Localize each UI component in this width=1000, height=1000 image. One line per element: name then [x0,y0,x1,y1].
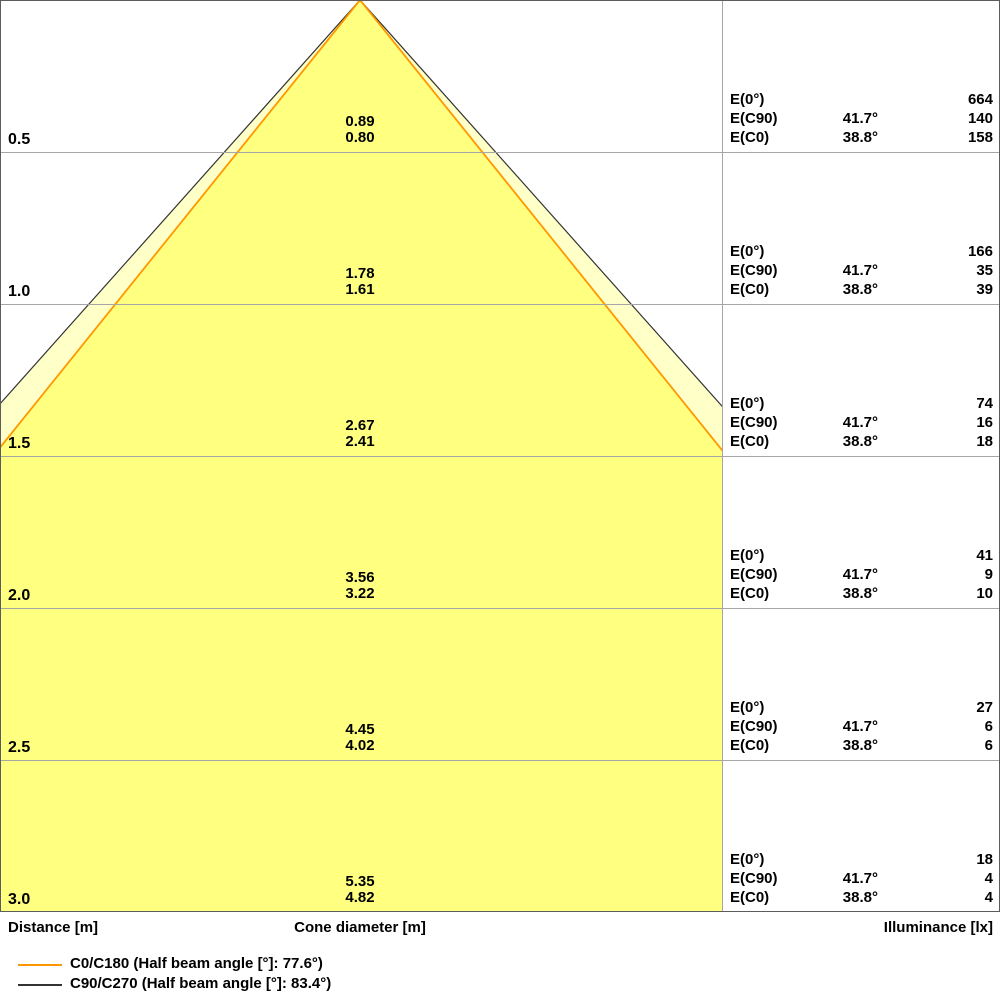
cone-diameter-c0: 1.61 [345,281,375,298]
illuminance-table-row [730,698,993,755]
beam-half-angle: 38.8° [842,129,878,146]
e-label: E(C90) [730,262,778,279]
e-label: E(0°) [730,851,765,868]
illuminance-value: 4 [984,889,993,906]
distance-tick: 3.0 [8,891,31,908]
beam-half-angle: 38.8° [842,889,878,906]
cone-diameter-c90: 1.78 [345,265,375,282]
illuminance-value: 18 [976,851,993,868]
illuminance-axis-label: Illuminance [lx] [883,919,993,936]
c0-c180-legend-label: C0/C180 (Half beam angle [°]: 77.6°) [70,955,323,972]
c90-c270-legend-line [18,984,62,986]
e-label: E(C0) [730,889,770,906]
cone-diameter-c0: 2.41 [345,433,375,450]
illuminance-value: 35 [976,262,993,279]
c90-c270-legend-label: C90/C270 (Half beam angle [°]: 83.4°) [70,975,332,992]
illuminance-table-row [730,394,993,451]
illuminance-value: 664 [967,91,993,108]
illuminance-table-row [730,90,993,147]
e-label: E(0°) [730,699,765,716]
cone-diameter-values [345,874,374,906]
cone-diameter-c90: 5.35 [345,873,375,890]
illuminance-value: 6 [984,718,993,735]
beam-half-angle: 41.7° [842,262,878,279]
beam-half-angle: 41.7° [842,414,878,431]
illuminance-value: 41 [976,547,993,564]
gridline-2-5m [0,760,1000,761]
cone-diameter-values [345,266,374,298]
cone-diameter-c90: 2.67 [345,417,375,434]
cone-diameter-c90: 4.45 [345,721,375,738]
distance-tick: 2.0 [8,587,31,604]
table-divider-line [722,0,723,912]
e-label: E(0°) [730,91,765,108]
gridline-1-0m [0,304,1000,305]
cone-diameter-values [345,570,374,602]
cone-diameter-c0: 4.82 [345,889,375,906]
illuminance-value: 6 [984,737,993,754]
beam-half-angle: 41.7° [842,870,878,887]
cone-diameter-values [345,418,374,450]
e-label: E(C0) [730,737,770,754]
illuminance-value: 166 [967,243,993,260]
e-label: E(C0) [730,129,770,146]
e-label: E(C90) [730,110,778,127]
illuminance-value: 10 [976,585,993,602]
e-label: E(C90) [730,414,778,431]
e-label: E(C90) [730,870,778,887]
e-label: E(0°) [730,547,765,564]
cone-diameter-c90: 3.56 [345,569,375,586]
beam-half-angle: 38.8° [842,281,878,298]
e-label: E(C0) [730,281,770,298]
beam-half-angle: 41.7° [842,566,878,583]
distance-tick: 1.5 [8,435,31,452]
cone-diameter-axis-label: Cone diameter [m] [294,919,426,936]
gridline-2-0m [0,608,1000,609]
illuminance-value: 16 [976,414,993,431]
cone-diameter-c0: 0.80 [345,129,375,146]
illuminance-value: 9 [984,566,993,583]
illuminance-value: 27 [976,699,993,716]
cone-diameter-c90: 0.89 [345,113,375,130]
illuminance-value: 4 [984,870,993,887]
e-label: E(C0) [730,433,770,450]
illuminance-value: 140 [967,110,993,127]
gridline-1-5m [0,456,1000,457]
illuminance-table-row [730,242,993,299]
illuminance-value: 158 [967,129,993,146]
cone-diameter-c0: 4.02 [345,737,375,754]
distance-axis-label: Distance [m] [8,919,99,936]
e-label: E(0°) [730,395,765,412]
beam-half-angle: 38.8° [842,737,878,754]
illuminance-table-row [730,850,993,907]
distance-tick: 2.5 [8,739,31,756]
c0-c180-legend-line [18,964,62,966]
beam-half-angle: 41.7° [842,718,878,735]
beam-half-angle: 41.7° [842,110,878,127]
distance-tick: 1.0 [8,283,31,300]
distance-tick: 0.5 [8,131,31,148]
illuminance-value: 18 [976,433,993,450]
e-label: E(C90) [730,718,778,735]
cone-diameter-values [345,722,374,754]
cone-diameter-values [345,114,374,146]
e-label: E(C90) [730,566,778,583]
e-label: E(C0) [730,585,770,602]
beam-half-angle: 38.8° [842,433,878,450]
illuminance-value: 74 [976,395,993,412]
illuminance-value: 39 [976,281,993,298]
beam-half-angle: 38.8° [842,585,878,602]
gridline-0-5m [0,152,1000,153]
cone-diameter-c0: 3.22 [345,585,375,602]
e-label: E(0°) [730,243,765,260]
illuminance-table-row [730,546,993,603]
